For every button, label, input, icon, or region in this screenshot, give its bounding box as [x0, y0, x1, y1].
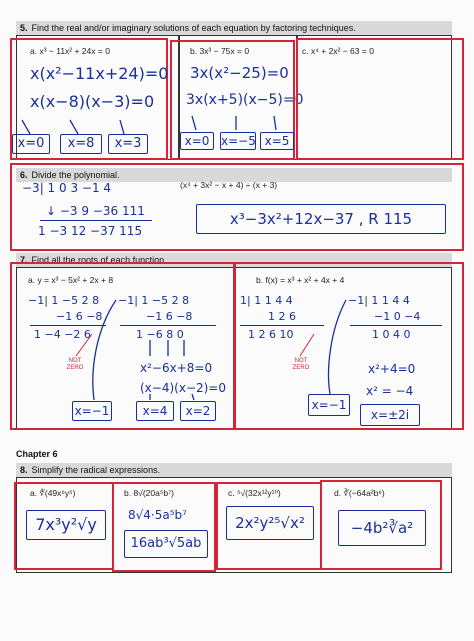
q5a-arrow-3: [120, 120, 124, 134]
q8d-label: d. ∛(−64a²b⁶): [334, 488, 385, 498]
q7a-left-row2: −1 6 −8: [56, 310, 103, 323]
q7a-right-row3: 1 −6 8 0: [136, 328, 184, 341]
q5a-step1: x(x²−11x+24)=0: [30, 64, 169, 83]
q8b-label: b. 8√(20a⁵b⁷): [124, 488, 175, 498]
q5b-arrow-1: [192, 116, 196, 130]
q5b-answer-3: x=5: [260, 132, 294, 150]
q7a-not-zero-note: NOT ZERO: [66, 358, 84, 371]
q5-number: 5.: [20, 23, 28, 33]
q7b-quadratic: x²+4=0: [368, 362, 416, 376]
q7b-left-row2: 1 2 6: [268, 310, 296, 323]
q7b-not-zero-arrow: [300, 334, 314, 356]
q7-number: 7.: [20, 255, 28, 265]
q8c-label: c. ⁵√(32x¹²y¹⁰): [228, 488, 281, 498]
q7a-factored: (x−4)(x−2)=0: [140, 381, 226, 395]
q7b-curve-to-answer: [329, 300, 346, 394]
q6-expression: (x⁴ + 3x² − x + 4) ÷ (x + 3): [180, 180, 278, 190]
q5a-answer-1: x=0: [12, 134, 50, 154]
q8b-work: 8√4·5a⁵b⁷: [128, 508, 187, 522]
q8a-label: a. ∜(49x⁶y⁵): [30, 488, 76, 498]
q7b-right-row1: −1| 1 1 4 4: [348, 294, 410, 307]
q7b-left-row3: 1 2 6 10: [248, 328, 294, 341]
q5b-arrow-3: [274, 116, 276, 130]
q7a-right-row2: −1 6 −8: [146, 310, 193, 323]
q5a-arrow-2: [70, 120, 78, 134]
q7a-arrow-answer-3: [192, 394, 194, 400]
q7a-label: a. y = x³ − 5x² + 2x + 8: [28, 275, 114, 285]
q7b-not-zero-note: NOT ZERO: [292, 358, 310, 371]
q7a-quadratic: x²−6x+8=0: [140, 361, 213, 375]
q8c-answer-box: 2x²y²⁵√x²: [226, 506, 314, 540]
q7b-right-row2: −1 0 −4: [374, 310, 421, 323]
q8-number: 8.: [20, 465, 28, 475]
q5a-label: a. x³ − 11x² + 24x = 0: [30, 46, 110, 56]
q8b-answer-box: 16ab³√5ab: [124, 530, 208, 558]
q7b-left-row1: 1| 1 1 4 4: [240, 294, 293, 307]
q6-synthetic-row1: −3| 1 0 3 −1 4: [22, 181, 112, 195]
chapter-heading: Chapter 6: [16, 449, 58, 459]
q7b-right-row3: 1 0 4 0: [372, 328, 411, 341]
q5b-step2: 3x(x+5)(x−5)=0: [186, 92, 304, 108]
q8a-answer-box: 7x³y²√y: [26, 510, 106, 540]
q7b-step: x² = −4: [366, 384, 414, 398]
q7-title: Find all the roots of each function.: [31, 255, 167, 265]
q6-number: 6.: [20, 170, 28, 180]
q5a-step2: x(x−8)(x−3)=0: [30, 92, 155, 111]
q5b-step1: 3x(x²−25)=0: [190, 64, 289, 82]
q5a-answer-2: x=8: [60, 134, 102, 154]
q5c-label: c. x⁴ + 2x² − 63 = 0: [302, 46, 374, 56]
q7b-answer-2: x=±2i: [360, 404, 420, 426]
q7a-answer-3: x=2: [180, 401, 216, 421]
q8-title: Simplify the radical expressions.: [31, 465, 161, 475]
q5b-answer-1: x=0: [180, 132, 214, 150]
q7a-left-row1: −1| 1 −5 2 8: [28, 294, 100, 307]
q7a-answer-1: x=−1: [72, 401, 112, 421]
q8d-answer-box: −4b²∛a²: [338, 510, 426, 546]
q7a-answer-2: x=4: [136, 401, 174, 421]
q7b-label: b. f(x) = x³ + x² + 4x + 4: [256, 275, 345, 285]
q6-synthetic-row3: 1 −3 12 −37 115: [38, 224, 143, 238]
q5b-answer-2: x=−5: [221, 134, 256, 148]
q7a-left-row3: 1 −4 −2 6: [34, 328, 91, 341]
q7b-answer-1: x=−1: [308, 394, 350, 416]
q5a-arrow-1: [22, 120, 30, 134]
q6-answer-box: x³−3x²+12x−37 , R 115: [196, 204, 446, 234]
q5b-label: b. 3x³ − 75x = 0: [190, 46, 250, 56]
q7a-not-zero-arrow: [76, 334, 92, 356]
q7a-curve-to-answer: [93, 300, 116, 400]
q5-title: Find the real and/or imaginary solutions of each equation by factoring techniques.: [31, 23, 356, 33]
q6-title: Divide the polynomial.: [31, 170, 120, 180]
q7a-right-row1: −1| 1 −5 2 8: [118, 294, 190, 307]
q6-synthetic-row2: ↓ −3 9 −36 111: [46, 204, 145, 218]
q5a-answer-3: x=3: [108, 134, 148, 154]
